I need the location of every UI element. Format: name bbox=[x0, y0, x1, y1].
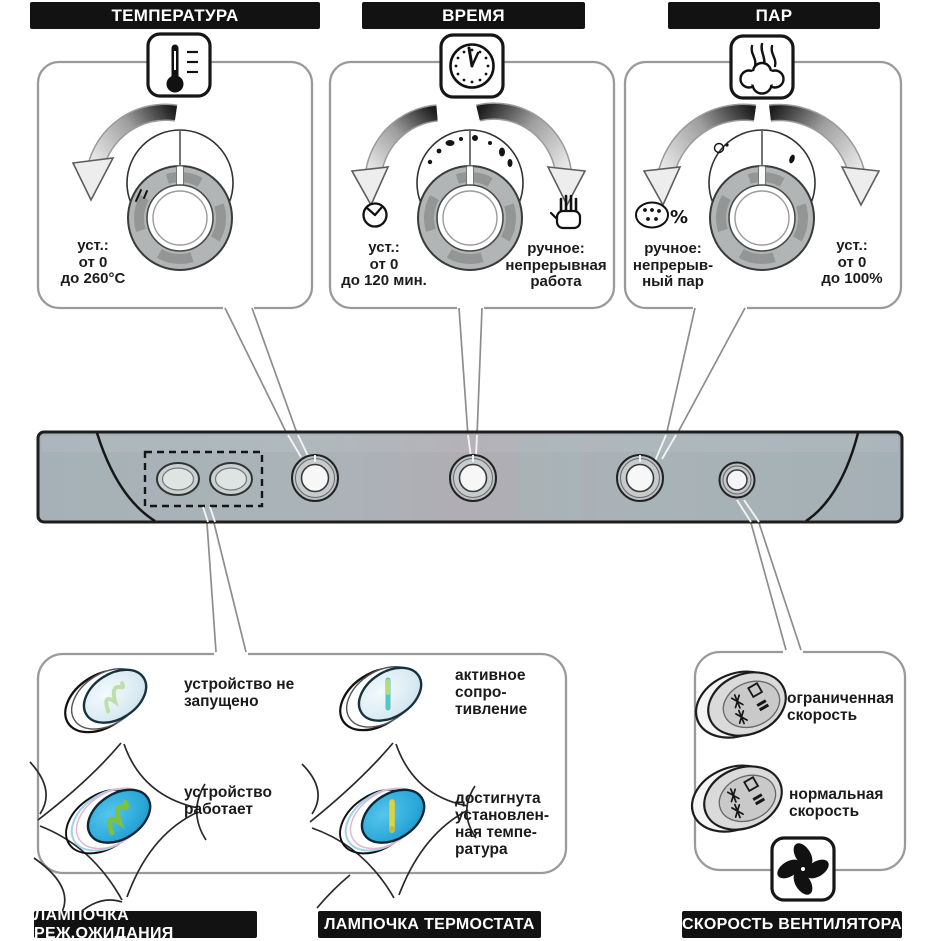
time-header-label: ВРЕМЯ bbox=[442, 5, 505, 25]
time-header-bar bbox=[362, 2, 585, 29]
thermostat-lamp-bar bbox=[318, 911, 541, 938]
temperature-header-label: ТЕМПЕРАТУРА bbox=[111, 5, 239, 25]
time-range-caption: уст.: от 0 до 120 мин. bbox=[341, 239, 427, 289]
thermometer-icon bbox=[148, 34, 210, 96]
clock-icon bbox=[441, 35, 503, 97]
steam-range-caption: уст.: от 0 до 100% bbox=[821, 237, 883, 287]
time-knob[interactable] bbox=[450, 455, 496, 501]
fan-speed-knob[interactable] bbox=[720, 463, 755, 498]
steam-manual-caption: ручное: непрерыв- ный пар bbox=[632, 240, 714, 290]
thermostat-off-caption: активное сопро- тивление bbox=[455, 667, 528, 718]
fan-speed-bar-label: СКОРОСТЬ ВЕНТИЛЯТОРА bbox=[682, 915, 902, 933]
steam-knob[interactable] bbox=[617, 455, 663, 501]
standby-lamp-bar bbox=[34, 906, 257, 941]
fan-normal-caption: нормальная скорость bbox=[789, 786, 884, 820]
fan-icon bbox=[772, 838, 834, 900]
steam-header-label: ПАР bbox=[755, 5, 793, 25]
steam-header-bar bbox=[668, 2, 880, 29]
humidity-drops-icon bbox=[636, 203, 688, 229]
thermostat-lamp bbox=[210, 463, 252, 495]
temperature-knob[interactable] bbox=[292, 455, 338, 501]
standby-lamp-bar-label: ЛАМПОЧКА РЕЖ.ОЖИДАНИЯ bbox=[34, 906, 174, 941]
temperature-range-caption: уст.: от 0 до 260°C bbox=[60, 237, 126, 287]
standby-off-caption: устройство не запущено bbox=[184, 676, 295, 710]
standby-lamp bbox=[157, 463, 199, 495]
timer-clock-icon bbox=[364, 204, 387, 227]
time-manual-caption: ручное: непрерывная работа bbox=[505, 240, 607, 290]
steam-icon bbox=[731, 36, 793, 98]
percent-symbol: % bbox=[670, 207, 689, 228]
temperature-header-bar bbox=[30, 2, 320, 29]
fan-speed-bar bbox=[682, 911, 902, 938]
thermostat-on-caption: достигнута установлен- ная темпе- ратура bbox=[455, 790, 550, 858]
standby-on-caption: устройство работает bbox=[184, 784, 272, 818]
thermostat-lamp-bar-label: ЛАМПОЧКА ТЕРМОСТАТА bbox=[324, 915, 535, 933]
fan-limited-caption: ограниченная скорость bbox=[787, 690, 894, 724]
